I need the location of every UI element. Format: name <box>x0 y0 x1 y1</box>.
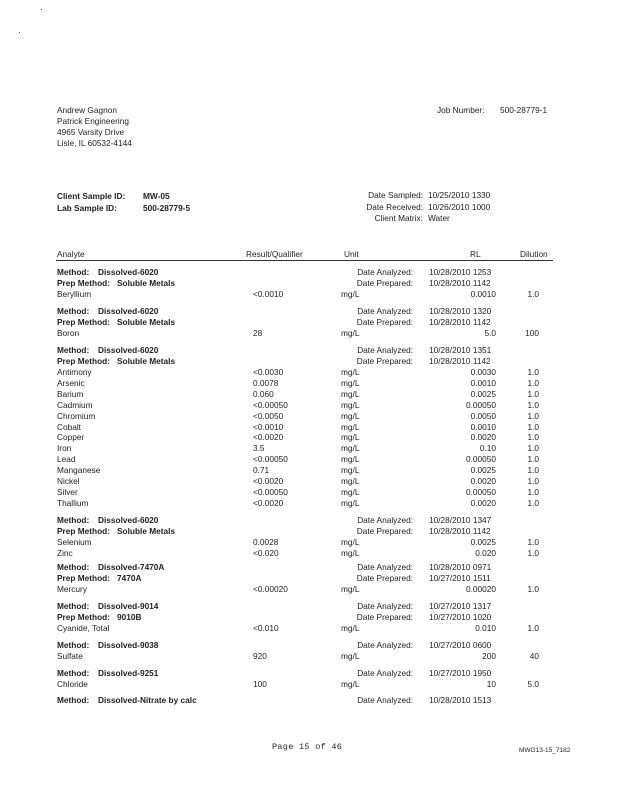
client-matrix-value: Water <box>428 213 450 223</box>
method-label: Method: <box>57 562 90 572</box>
method-line <box>0 695 618 705</box>
date-analyzed-value: 10/27/2010 1317 <box>429 601 492 611</box>
analyte-name: Selenium <box>57 537 92 547</box>
rl-value: 0.010 <box>475 623 496 633</box>
date-prepared-value: 10/27/2010 1511 <box>429 573 491 583</box>
date-analyzed-value: 10/27/2010 1950 <box>429 668 492 678</box>
unit-value: mg/L <box>341 497 360 508</box>
result-value: <0.0020 <box>253 497 284 508</box>
result-value: <0.010 <box>253 623 279 633</box>
method-name: Dissolved-7470A <box>98 562 165 572</box>
table-row <box>0 367 618 377</box>
dilution-value: 1.0 <box>527 454 539 465</box>
unit-value: mg/L <box>341 399 360 410</box>
analyte-name: Boron <box>57 328 80 338</box>
table-row <box>0 411 618 421</box>
method-name: Dissolved-6020 <box>98 345 159 355</box>
table-row <box>0 487 618 497</box>
prep-method-line <box>0 612 618 622</box>
prep-method-name: Soluble Metals <box>117 526 176 536</box>
analyte-name: Silver <box>57 486 78 497</box>
unit-value: mg/L <box>341 623 360 633</box>
client-matrix-label: Client Matrix: <box>374 213 423 223</box>
prep-method-line <box>0 526 618 536</box>
dilution-value: 1.0 <box>527 584 539 594</box>
dilution-value: 1.0 <box>527 432 539 443</box>
method-label: Method: <box>57 515 90 525</box>
prep-method-label: Prep Method: <box>57 356 111 366</box>
analyte-name: Cyanide, Total <box>57 623 110 633</box>
rl-value: 0.0025 <box>470 388 496 399</box>
unit-value: mg/L <box>341 651 360 661</box>
unit-value: mg/L <box>341 476 360 486</box>
prep-method-label: Prep Method: <box>57 526 111 536</box>
rl-value: 0.00050 <box>466 454 496 465</box>
dilution-value: 1.0 <box>527 537 539 547</box>
contact-city: Lisle, IL 60532-4144 <box>57 138 132 148</box>
analyte-name: Nickel <box>57 476 80 486</box>
unit-value: mg/L <box>341 388 360 399</box>
rl-value: 0.0030 <box>470 367 496 377</box>
prep-method-line <box>0 278 618 288</box>
unit-value: mg/L <box>341 486 360 497</box>
method-name: Dissolved-6020 <box>98 267 159 277</box>
result-value: <0.0010 <box>253 421 284 432</box>
prep-method-name: Soluble Metals <box>117 278 176 288</box>
method-line <box>0 306 618 316</box>
table-row <box>0 432 618 442</box>
prep-method-name: 9010B <box>117 612 142 622</box>
table-row <box>0 465 618 475</box>
result-value: <0.0010 <box>253 289 284 299</box>
result-value: <0.00050 <box>253 486 288 497</box>
col-analyte: Analyte <box>57 249 85 259</box>
method-line <box>0 640 618 650</box>
unit-value: mg/L <box>341 421 360 432</box>
dilution-value: 1.0 <box>527 289 539 299</box>
col-unit: Unit <box>344 249 359 259</box>
dilution-value: 100 <box>525 328 539 338</box>
date-analyzed-value: 10/28/2010 1320 <box>429 306 492 316</box>
table-row <box>0 476 618 486</box>
analyte-name: Chloride <box>57 679 88 689</box>
unit-value: mg/L <box>341 679 360 689</box>
dilution-value: 1.0 <box>527 367 539 377</box>
rl-value: 0.00020 <box>466 584 496 594</box>
method-label: Method: <box>57 267 90 277</box>
date-prepared-value: 10/28/2010 1142 <box>429 526 491 536</box>
date-analyzed-value: 10/28/2010 1351 <box>429 345 492 355</box>
unit-value: mg/L <box>341 328 360 338</box>
contact-name: Andrew Gagnon <box>57 105 117 115</box>
date-analyzed-value: 10/28/2010 1513 <box>429 695 492 705</box>
result-value: <0.00050 <box>253 454 288 465</box>
method-line <box>0 562 618 572</box>
result-value: <0.0050 <box>253 410 284 421</box>
rl-value: 0.00050 <box>466 399 496 410</box>
analyte-name: Mercury <box>57 584 87 594</box>
unit-value: mg/L <box>341 584 360 594</box>
date-analyzed-value: 10/28/2010 0971 <box>429 562 492 572</box>
method-label: Method: <box>57 601 90 611</box>
result-value: 100 <box>253 679 267 689</box>
result-value: <0.00020 <box>253 584 288 594</box>
job-number-value: 500-28779-1 <box>500 105 548 115</box>
date-sampled-label: Date Sampled: <box>368 190 423 200</box>
dilution-value: 1.0 <box>527 547 539 558</box>
unit-value: mg/L <box>341 537 360 547</box>
prep-method-name: 7470A <box>117 573 142 583</box>
table-row <box>0 422 618 432</box>
unit-value: mg/L <box>341 443 360 454</box>
table-row <box>0 400 618 410</box>
date-analyzed-value: 10/28/2010 1253 <box>429 267 492 277</box>
rl-value: 5.0 <box>484 328 496 338</box>
analyte-name: Thallium <box>57 497 89 508</box>
header-rule <box>56 260 553 261</box>
method-name: Dissolved-6020 <box>98 515 159 525</box>
lab-sample-id-value: 500-28779-5 <box>143 203 191 213</box>
result-value: <0.020 <box>253 547 279 558</box>
table-row <box>0 623 618 633</box>
date-analyzed-label: Date Analyzed: <box>357 695 413 705</box>
date-prepared-value: 10/28/2010 1142 <box>429 356 491 366</box>
analyte-name: Copper <box>57 432 85 443</box>
date-prepared-label: Date Prepared: <box>356 612 413 622</box>
unit-value: mg/L <box>341 289 360 299</box>
prep-method-label: Prep Method: <box>57 278 111 288</box>
table-row <box>0 454 618 464</box>
prep-method-line <box>0 317 618 327</box>
job-number-label: Job Number: <box>437 105 485 115</box>
method-name: Dissolved-9038 <box>98 640 159 650</box>
result-value: 0.0028 <box>253 537 279 547</box>
method-label: Method: <box>57 640 90 650</box>
date-analyzed-label: Date Analyzed: <box>357 345 413 355</box>
analyte-name: Cadmium <box>57 399 93 410</box>
table-row <box>0 584 618 594</box>
table-row <box>0 443 618 453</box>
date-analyzed-label: Date Analyzed: <box>357 562 413 572</box>
dilution-value: 1.0 <box>527 443 539 454</box>
method-name: Dissolved-6020 <box>98 306 159 316</box>
method-line <box>0 515 618 525</box>
col-result: Result/Qualifier <box>246 249 303 259</box>
dilution-value: 1.0 <box>527 476 539 486</box>
contact-company: Patrick Engineering <box>57 116 129 126</box>
dilution-value: 1.0 <box>527 399 539 410</box>
result-value: 920 <box>253 651 267 661</box>
date-analyzed-value: 10/28/2010 1347 <box>429 515 492 525</box>
analyte-name: Lead <box>57 454 76 465</box>
contact-street: 4965 Varsity Drive <box>57 127 125 137</box>
prep-method-label: Prep Method: <box>57 573 111 583</box>
prep-method-label: Prep Method: <box>57 317 111 327</box>
analyte-name: Beryllium <box>57 289 92 299</box>
method-label: Method: <box>57 668 90 678</box>
rl-value: 0.0020 <box>470 497 496 508</box>
analyte-name: Zinc <box>57 547 73 558</box>
table-row <box>0 328 618 338</box>
date-prepared-value: 10/28/2010 1142 <box>429 278 491 288</box>
analyte-name: Chromium <box>57 410 96 421</box>
method-label: Method: <box>57 306 90 316</box>
prep-method-line <box>0 356 618 366</box>
table-row <box>0 389 618 399</box>
col-rl: RL <box>470 249 481 259</box>
prep-method-name: Soluble Metals <box>117 356 176 366</box>
rl-value: 0.0025 <box>470 465 496 476</box>
dilution-value: 1.0 <box>527 421 539 432</box>
date-received-value: 10/26/2010 1000 <box>428 202 491 212</box>
analyte-name: Antimony <box>57 367 92 377</box>
result-value: <0.00050 <box>253 399 288 410</box>
date-prepared-label: Date Prepared: <box>356 356 413 366</box>
result-value: 0.71 <box>253 465 270 476</box>
rl-value: 0.0025 <box>470 537 496 547</box>
date-analyzed-value: 10/27/2010 0600 <box>429 640 492 650</box>
date-analyzed-label: Date Analyzed: <box>357 668 413 678</box>
unit-value: mg/L <box>341 367 360 377</box>
document-code: MWG13-15_7182 <box>519 747 571 754</box>
date-analyzed-label: Date Analyzed: <box>357 601 413 611</box>
date-analyzed-label: Date Analyzed: <box>357 306 413 316</box>
dilution-value: 1.0 <box>527 388 539 399</box>
date-prepared-value: 10/28/2010 1142 <box>429 317 491 327</box>
rl-value: 0.00050 <box>466 486 496 497</box>
method-line <box>0 267 618 277</box>
dilution-value: 40 <box>529 651 539 661</box>
scan-speck <box>19 32 20 33</box>
lab-sample-id-label: Lab Sample ID: <box>57 203 117 213</box>
date-prepared-label: Date Prepared: <box>356 573 413 583</box>
dilution-value: 1.0 <box>527 497 539 508</box>
dilution-value: 1.0 <box>527 465 539 476</box>
method-label: Method: <box>57 695 90 705</box>
rl-value: 0.0010 <box>470 377 496 388</box>
date-prepared-value: 10/27/2010 1020 <box>429 612 492 622</box>
unit-value: mg/L <box>341 547 360 558</box>
rl-value: 0.10 <box>479 443 496 454</box>
rl-value: 0.020 <box>475 547 496 558</box>
unit-value: mg/L <box>341 432 360 443</box>
table-row <box>0 498 618 508</box>
rl-value: 0.0020 <box>470 476 496 486</box>
analyte-name: Barium <box>57 388 84 399</box>
table-row <box>0 289 618 299</box>
prep-method-name: Soluble Metals <box>117 317 176 327</box>
table-row <box>0 378 618 388</box>
method-name: Dissolved-9251 <box>98 668 159 678</box>
method-line <box>0 601 618 611</box>
analyte-name: Manganese <box>57 465 101 476</box>
result-value: 28 <box>253 328 263 338</box>
table-row <box>0 679 618 689</box>
method-name: Dissolved-9014 <box>98 601 159 611</box>
method-name: Dissolved-Nitrate by calc <box>98 695 197 705</box>
client-sample-id-value: MW-05 <box>143 191 170 201</box>
table-row <box>0 537 618 547</box>
table-row <box>0 651 618 661</box>
unit-value: mg/L <box>341 454 360 465</box>
result-value: 0.0078 <box>253 377 279 388</box>
rl-value: 0.0010 <box>470 421 496 432</box>
date-analyzed-label: Date Analyzed: <box>357 640 413 650</box>
dilution-value: 5.0 <box>527 679 539 689</box>
method-line <box>0 345 618 355</box>
analyte-name: Arsenic <box>57 377 85 388</box>
rl-value: 0.0020 <box>470 432 496 443</box>
col-dilution: Dilution <box>520 249 548 259</box>
result-value: <0.0030 <box>253 367 284 377</box>
client-sample-id-label: Client Sample ID: <box>57 191 126 201</box>
method-line <box>0 668 618 678</box>
page-number: Page 15 of 46 <box>272 742 343 752</box>
unit-value: mg/L <box>341 465 360 476</box>
method-label: Method: <box>57 345 90 355</box>
date-sampled-value: 10/25/2010 1330 <box>428 190 491 200</box>
scan-speck <box>41 9 42 10</box>
dilution-value: 1.0 <box>527 486 539 497</box>
prep-method-label: Prep Method: <box>57 612 111 622</box>
dilution-value: 1.0 <box>527 623 539 633</box>
date-analyzed-label: Date Analyzed: <box>357 515 413 525</box>
date-prepared-label: Date Prepared: <box>356 317 413 327</box>
unit-value: mg/L <box>341 377 360 388</box>
result-value: 3.5 <box>253 443 265 454</box>
date-received-label: Date Received: <box>366 202 423 212</box>
analyte-name: Cobalt <box>57 421 81 432</box>
date-prepared-label: Date Prepared: <box>356 278 413 288</box>
table-row <box>0 548 618 558</box>
rl-value: 200 <box>482 651 496 661</box>
dilution-value: 1.0 <box>527 377 539 388</box>
analyte-name: Sulfate <box>57 651 83 661</box>
prep-method-line <box>0 573 618 583</box>
result-value: <0.0020 <box>253 432 284 443</box>
analyte-name: Iron <box>57 443 72 454</box>
result-value: <0.0020 <box>253 476 284 486</box>
unit-value: mg/L <box>341 410 360 421</box>
result-value: 0.060 <box>253 388 274 399</box>
dilution-value: 1.0 <box>527 410 539 421</box>
rl-value: 0.0010 <box>470 289 496 299</box>
date-analyzed-label: Date Analyzed: <box>357 267 413 277</box>
date-prepared-label: Date Prepared: <box>356 526 413 536</box>
rl-value: 10 <box>486 679 496 689</box>
rl-value: 0.0050 <box>470 410 496 421</box>
